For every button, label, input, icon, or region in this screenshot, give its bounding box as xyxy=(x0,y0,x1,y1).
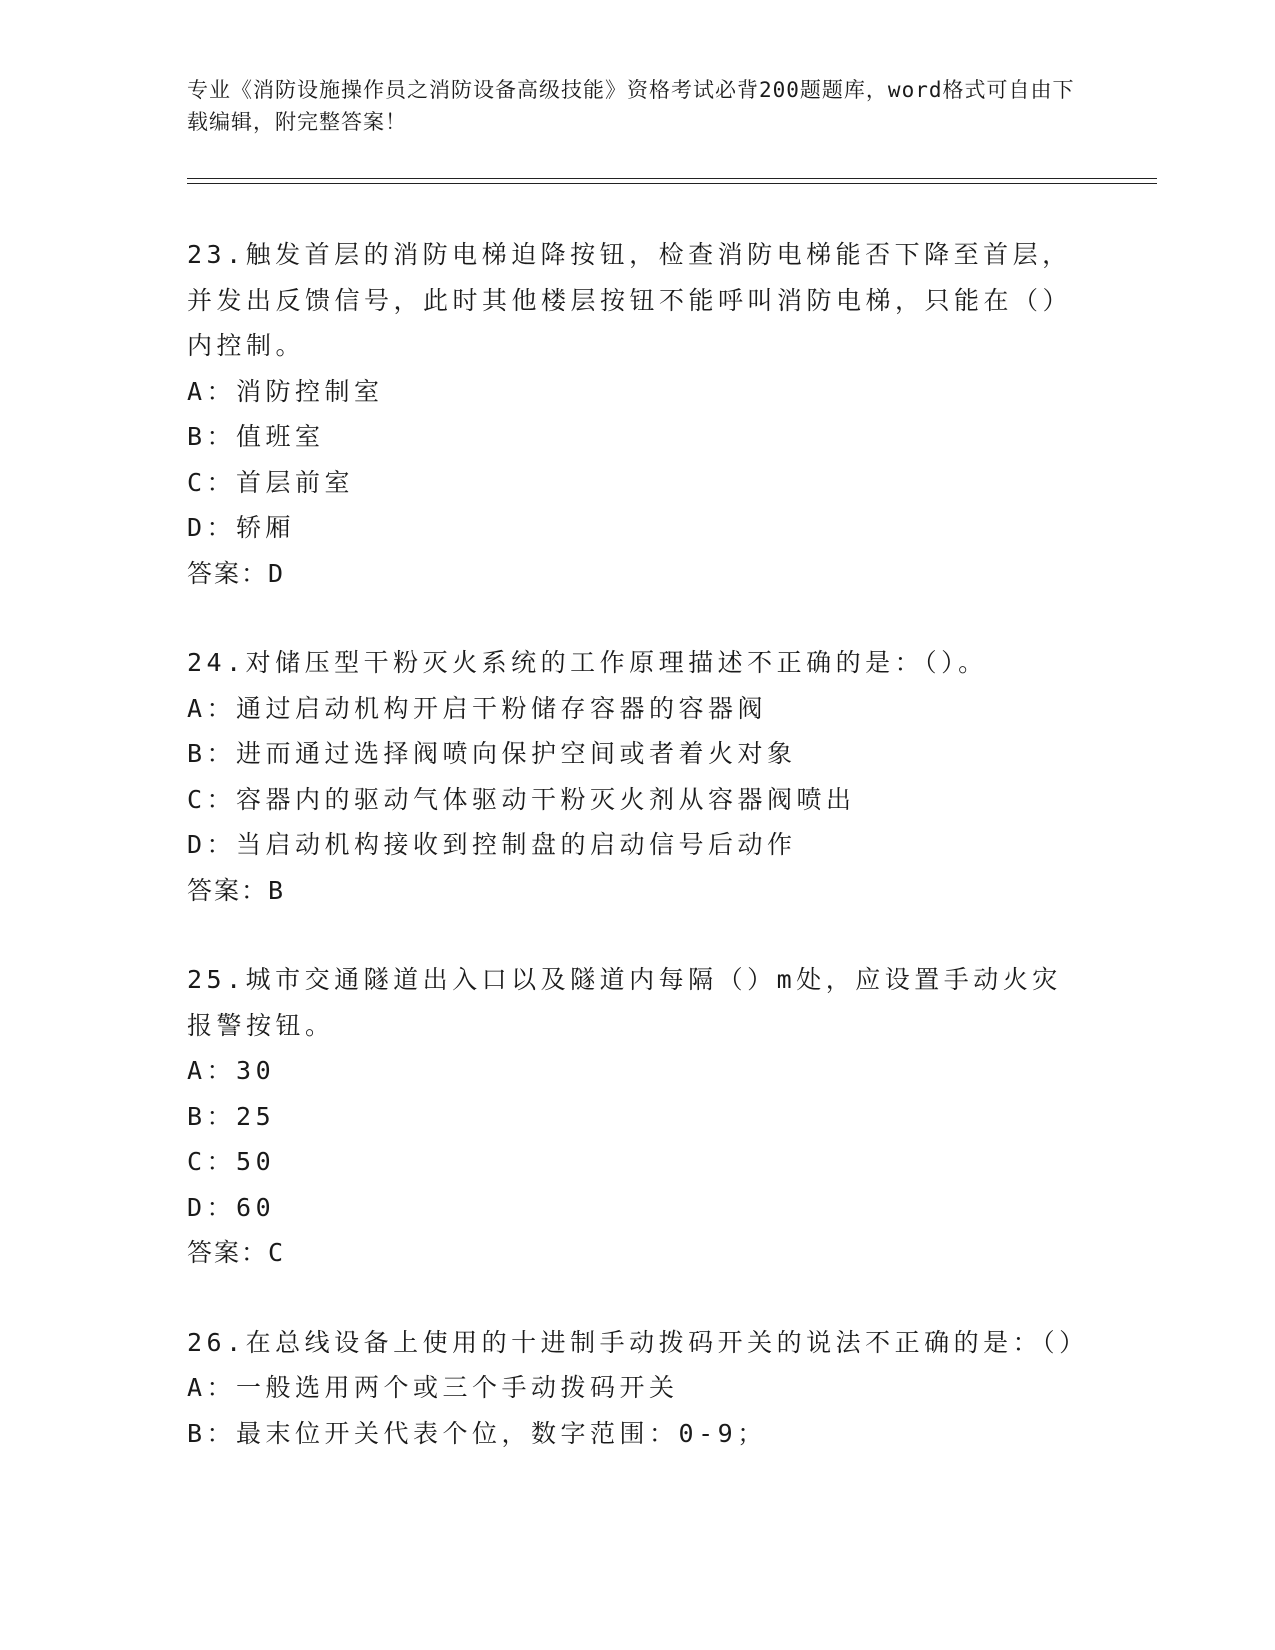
question-stem: 26.在总线设备上使用的十进制手动拨码开关的说法不正确的是：（） xyxy=(187,1327,1089,1357)
option-d: D：当启动机构接收到控制盘的启动信号后动作 xyxy=(187,830,797,859)
answer-value: B xyxy=(268,875,284,905)
header-divider-bottom xyxy=(187,183,1157,184)
option-b: B：进而通过选择阀喷向保护空间或者着火对象 xyxy=(187,739,797,768)
answer-line xyxy=(187,551,1087,597)
question-23 xyxy=(187,232,1087,596)
question-25 xyxy=(187,957,1087,1276)
question-stem: 25.城市交通隧道出入口以及隧道内每隔（）m处，应设置手动火灾报警按钮。 xyxy=(187,965,1062,1040)
answer-line xyxy=(187,1230,1087,1276)
option-d: D：60 xyxy=(187,1192,276,1222)
document-header: 专业《消防设施操作员之消防设备高级技能》资格考试必背200题题库，word格式可自由下载编辑，附完整答案！ xyxy=(187,78,1075,134)
question-list xyxy=(187,232,1087,1500)
option-c: C：首层前室 xyxy=(187,467,355,497)
option-b: B：25 xyxy=(187,1101,276,1131)
answer-label: 答案： xyxy=(187,1238,269,1267)
question-24 xyxy=(187,640,1087,913)
option-b: B：最末位开关代表个位，数字范围：0-9； xyxy=(187,1418,767,1448)
option-d: D：轿厢 xyxy=(187,513,296,542)
option-c: C：50 xyxy=(187,1147,276,1176)
question-stem: 24.对储压型干粉灭火系统的工作原理描述不正确的是：（）。 xyxy=(187,648,988,677)
option-a: A：一般选用两个或三个手动拨码开关 xyxy=(187,1373,679,1402)
header-divider-top xyxy=(187,178,1157,179)
option-c: C：容器内的驱动气体驱动干粉灭火剂从容器阀喷出 xyxy=(187,784,856,814)
answer-value: D xyxy=(268,558,284,588)
answer-value: C xyxy=(268,1238,284,1267)
answer-label: 答案： xyxy=(187,558,269,588)
answer-line xyxy=(187,868,1087,914)
answer-label: 答案： xyxy=(187,875,269,905)
question-26 xyxy=(187,1320,1087,1457)
option-a: A：30 xyxy=(187,1056,276,1085)
option-a: A：通过启动机构开启干粉储存容器的容器阀 xyxy=(187,693,768,723)
option-a: A：消防控制室 xyxy=(187,376,384,406)
option-b: B：值班室 xyxy=(187,422,325,451)
question-stem: 23.触发首层的消防电梯迫降按钮，检查消防电梯能否下降至首层，并发出反馈信号，此时其他楼层按钮不能呼叫消防电梯，只能在（）内控制。 xyxy=(187,240,1073,360)
